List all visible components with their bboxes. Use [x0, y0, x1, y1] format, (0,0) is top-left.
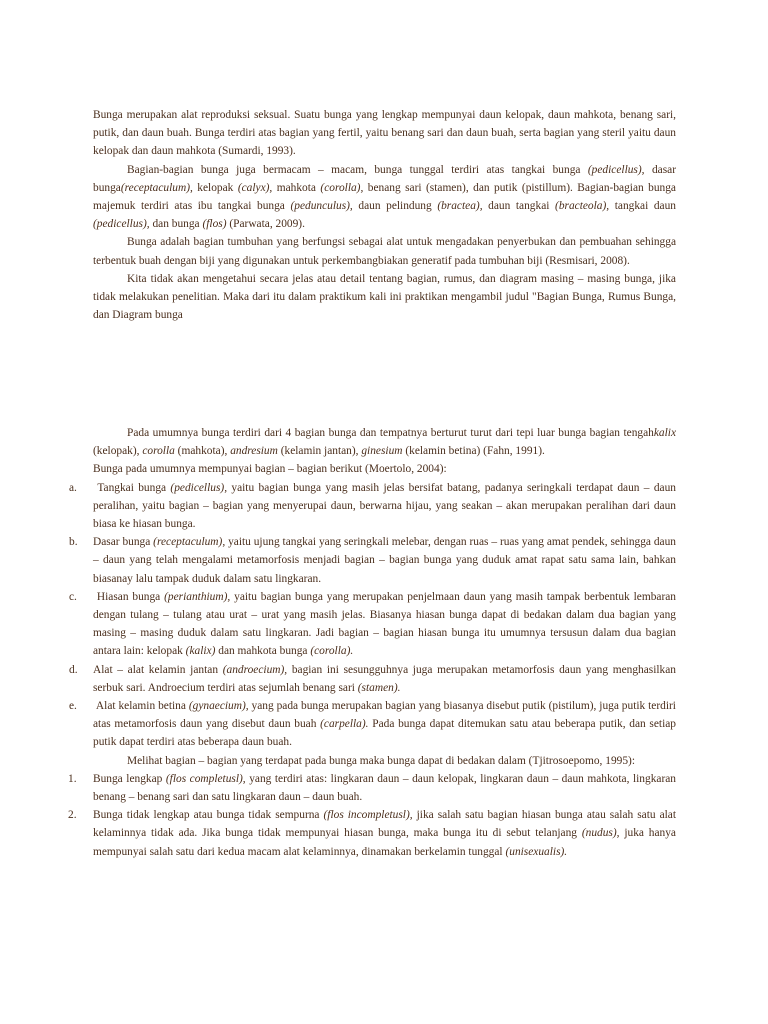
paragraph-tujuan-praktikum: Kita tidak akan mengetahui secara jelas atau detail tentang bagian, rumus, dan diagram masing – masing bunga, jika tidak melakukan penelitian. Maka dari itu dalam praktikum kali ini praktikan mengambil judul "Bagian Bunga, Rumus Bunga, dan Diagram bunga	[93, 272, 676, 322]
list-marker: e.	[69, 700, 77, 713]
list-item-dasar-bunga: b. Dasar bunga (receptaculum), yaitu ujung tangkai yang seringkali melebar, dengan ruas – ruas yang amat pendek, sehingga daun – daun yang telah mengalami metamorfosis menjadi bagian – bagian bunga yang duduk amat rapat satu sama lain, bahkan biasanay lalu tampak duduk dalam satu lingkaran.	[93, 533, 676, 588]
paragraph-bunga-definition: Bunga merupakan alat reproduksi seksual. Suatu bunga yang lengkap mempunyai daun kelopak, daun mahkota, benang sari, putik, dan daun buah. Bunga terdiri atas bagian yang fertil, yaitu benang sari dan daun buah, serta bagian yang steril yaitu daun kelopak dan daun mahkota (Sumardi, 1993).	[93, 109, 676, 158]
section-bagian-bunga	[68, 424, 677, 861]
paragraph-bagian-bagian-bunga: Bagian-bagian bunga juga bermacam – macam, bunga tunggal terdiri atas tangkai bunga (pedicellus), dasar bunga(receptaculum), kelopak (calyx), mahkota (corolla), benang sari (stamen), dan putik (pistillum). Bagian-bagian bunga majemuk terdiri atas ibu tangkai bunga (pedunculus), daun pelindung (bractea), daun tangkai (bracteola), tangkai daun (pedicellus), dan bunga (flos) (Parwata, 2009).	[93, 163, 676, 231]
paragraph-list-lead: Bunga pada umumnya mempunyai bagian – bagian berikut (Moertolo, 2004):	[93, 463, 447, 476]
list-marker: d.	[69, 663, 78, 676]
paragraph-empat-bagian-bunga: Pada umumnya bunga terdiri dari 4 bagian bunga dan tempatnya berturut turut dari tepi luar bunga bagian tengahkalix (kelopak), corolla (mahkota), andresium (kelamin jantan), ginesium (kelamin betina) (Fahn, 1991).	[93, 427, 676, 458]
list-marker: 2.	[68, 809, 77, 822]
list-marker: c.	[69, 590, 77, 603]
list-marker: b.	[69, 536, 78, 549]
list-item-bunga-lengkap: 1. Bunga lengkap (flos completusl), yang terdiri atas: lingkaran daun – daun kelopak, lingkaran daun – daun mahkota, lingkaran benang – benang sari dan satu lingkaran daun – daun buah.	[93, 770, 676, 806]
list-item-bunga-tidak-lengkap: 2. Bunga tidak lengkap atau bunga tidak sempurna (flos incompletusl), jika salah satu bagian hiasan bunga atau salah satu alat kelaminnya tidak ada. Jika bunga tidak mempunyai hiasan bunga, maka bunga itu di sebut telanjang (nudus), juka hanya mempunyai salah satu dari kedua macam alat kelaminnya, dinamakan berkelamin tunggal (unisexualis).	[93, 806, 676, 861]
list-item-hiasan-bunga: c. Hiasan bunga (perianthium), yaitu bagian bunga yang merupakan penjelmaan daun yang masih tampak berbentuk lembaran dengan tulang – tulang atau urat – urat yang masih jelas. Biasanya hiasan bunga dapat di bedakan dalam dua bagian yang masing – masing duduk dalam satu lingkaran. Jadi bagian – bagian hiasan bunga itu umumnya tersusun dalam dua bagian antara lain: kelopak (kalix) dan mahkota bunga (corolla).	[93, 588, 676, 661]
list-item-alat-kelamin-jantan: d. Alat – alat kelamin jantan (androecium), bagian ini sesungguhnya juga merupakan metamorfosis daun yang menghasilkan serbuk sari. Androecium terdiri atas sejumlah benang sari (stamen).	[93, 661, 676, 697]
list-marker: a.	[69, 481, 77, 494]
paragraph-melihat-bagian: Melihat bagian – bagian yang terdapat pada bunga maka bunga dapat di bedakan dalam (Tjitrosoepomo, 1995):	[127, 754, 635, 767]
paragraph-fungsi-bunga: Bunga adalah bagian tumbuhan yang berfungsi sebagai alat untuk mengadakan penyerbukan dan pembuahan sehingga terbentuk buah dengan biji yang digunakan untuk perkembangbiakan generatif pada tumbuhan biji (Resmisari, 2008).	[93, 236, 676, 267]
list-item-alat-kelamin-betina: e. Alat kelamin betina (gynaecium), yang pada bunga merupakan bagian yang biasanya disebut putik (pistilum), juga putik terdiri atas metamorfosis daun yang disebut daun buah (carpella). Pada bunga dapat ditemukan satu atau beberapa putik, dan setiap putik dapat terdiri atas beberapa daun buah.	[93, 697, 676, 752]
list-item-tangkai-bunga: a. Tangkai bunga (pedicellus), yaitu bagian bunga yang masih jelas bersifat batang, padanya seringkali terdapat daun – daun peralihan, yaitu bagian – bagian yang menyerupai daun, berwarna hijau, yang seakan – akan merupakan peralihan dari daun biasa ke hiasan bunga.	[93, 479, 676, 534]
section-introduction	[93, 106, 676, 324]
list-marker: 1.	[68, 772, 77, 785]
